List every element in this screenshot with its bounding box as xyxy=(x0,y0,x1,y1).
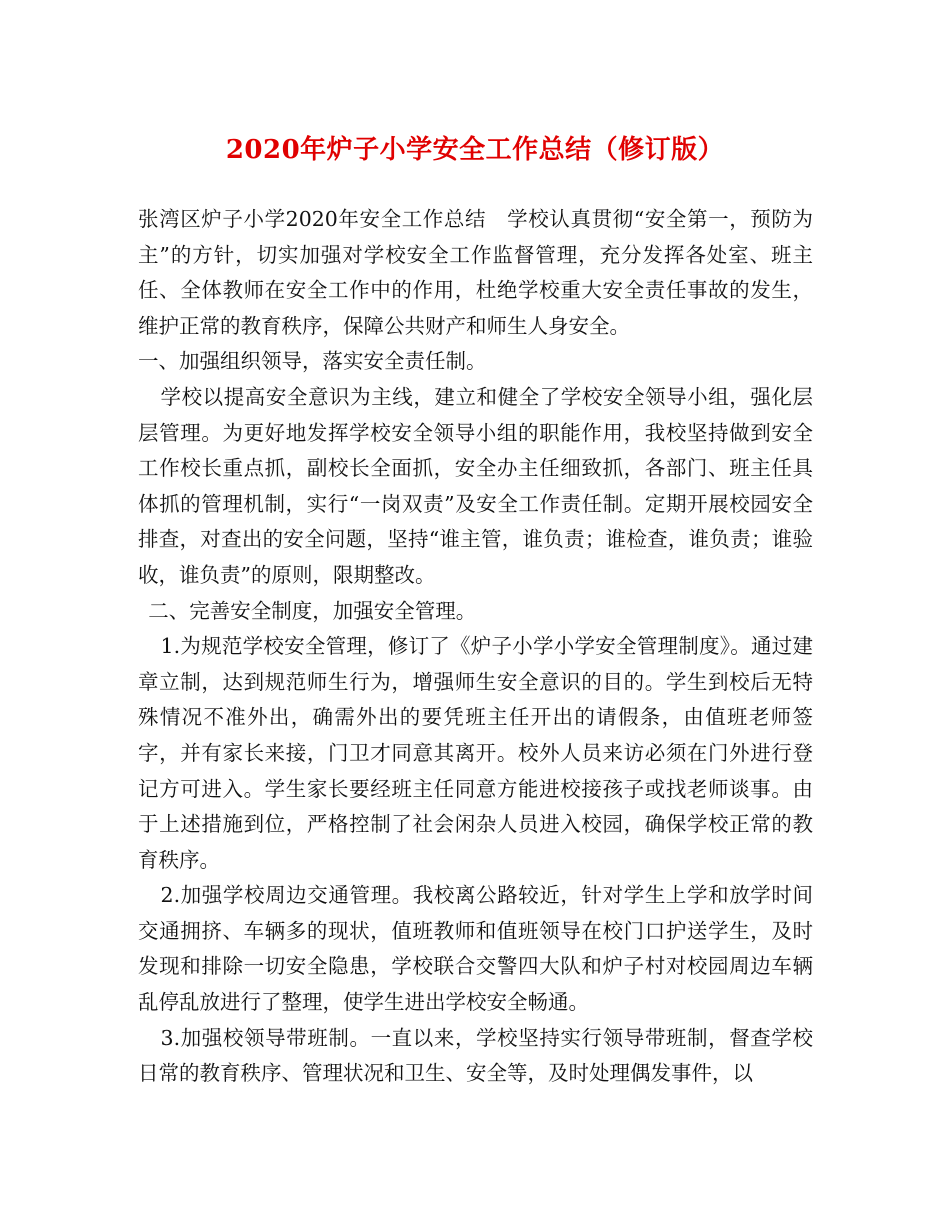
document-title: 2020年炉子小学安全工作总结（修订版） xyxy=(225,135,725,165)
section-1-paragraph: 学校以提高安全意识为主线，建立和健全了学校安全领导小组，强化层层管理。为更好地发挥学校安全领导小组的职能作用，我校坚持做到安全工作校长重点抓，副校长全面抓，安全办主任细致抓，各部门、班主任具体抓的管理机制，实行“一岗双责”及安全工作责任制。定期开展校园安全排查，对查出的安全问题，坚持“谁主管，谁负责；谁检查，谁负责；谁验收，谁负责”的原则，限期整改。 xyxy=(138,384,813,587)
section-2-item-2: 2.加强学校周边交通管理。我校离公路较近，针对学生上学和放学时间交通拥挤、车辆多的现状，值班教师和值班领导在校门口护送学生，及时发现和排除一切安全隐患，学校联合交警四大队和炉子村对校园周边车辆乱停乱放进行了整理，使学生进出学校安全畅通。 xyxy=(138,883,813,1015)
document-body xyxy=(138,202,813,1092)
section-2-item-1: 1.为规范学校安全管理，修订了《炉子小学小学安全管理制度》。通过建章立制，达到规范师生行为，增强师生安全意识的目的。学生到校后无特殊情况不准外出，确需外出的要凭班主任开出的请假条，由值班老师签字，并有家长来接，门卫才同意其离开。校外人员来访必须在门外进行登记方可进入。学生家长要经班主任同意方能进校接孩子或找老师谈事。由于上述措施到位，严格控制了社会闲杂人员进入校园，确保学校正常的教育秩序。 xyxy=(138,634,813,872)
section-heading-2: 二、完善安全制度，加强安全管理。 xyxy=(148,598,477,623)
section-2-item-3: 3.加强校领导带班制。一直以来，学校坚持实行领导带班制，督查学校日常的教育秩序、管理状况和卫生、安全等，及时处理偶发事件，以 xyxy=(138,1025,813,1086)
section-heading-1: 一、加强组织领导，落实安全责任制。 xyxy=(138,349,487,374)
intro-paragraph: 张湾区炉子小学2020年安全工作总结 学校认真贯彻“安全第一，预防为主”的方针，切实加强对学校安全工作监督管理，充分发挥各处室、班主任、全体教师在安全工作中的作用，杜绝学校重大安全责任事故的发生，维护正常的教育秩序，保障公共财产和师生人身安全。 xyxy=(138,207,813,338)
